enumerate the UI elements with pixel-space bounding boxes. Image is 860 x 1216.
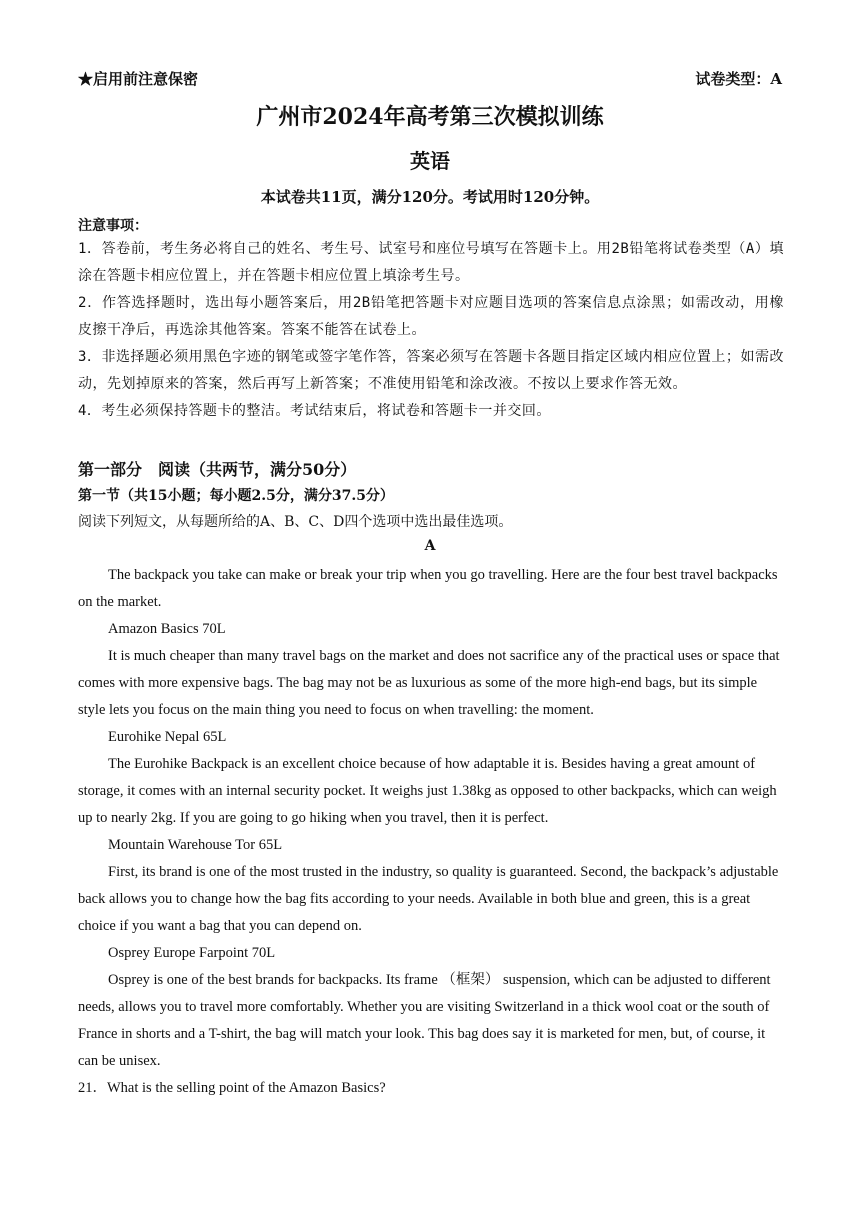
question-21: 21．What is the selling point of the Amazon Basics? [78,1080,386,1096]
exam-title: 广州市2024年高考第三次模拟训练 [256,104,604,130]
passage-body [78,562,784,1102]
paper-type: 试卷类型：A [695,70,782,88]
product-name: Mountain Warehouse Tor 65L [108,837,283,853]
passage-paragraph: The backpack you take can make or break your trip when you go travelling. Here are the four best travel backpacks on the market. [78,567,778,610]
passage-paragraph: It is much cheaper than many travel bags on the market and does not sacrifice any of the practical uses or space that comes with more expensive bags. The bag may not be as luxurious as some of the more high-end bags, but its simple style lets you focus on the main thing you need to focus on when travelling: the moment. [78,648,780,718]
confidential-notice: ★启用前注意保密 [78,70,199,88]
product-name: Osprey Europe Farpoint 70L [108,945,276,961]
subject-title: 英语 [410,149,450,173]
product-name: Amazon Basics 70L [108,621,226,637]
reading-instruction: 阅读下列短文，从每题所给的A、B、C、D四个选项中选出最佳选项。 [78,514,513,530]
passage-paragraph: First, its brand is one of the most trusted in the industry, so quality is guaranteed. Second, the backpack’s adjustable back allows you to change how the bag fits according to your needs. Available in both blue and green, this is a great choice if you want a bag that you can depend on. [78,864,779,934]
note-item: 4．考生必须保持答题卡的整洁。考试结束后，将试卷和答题卡一并交回。 [78,403,551,419]
note-item: 2．作答选择题时，选出每小题答案后，用2B铅笔把答题卡对应题目选项的答案信息点涂黑；如需改动，用橡皮擦干净后，再选涂其他答案。答案不能答在试卷上。 [78,295,784,338]
note-item: 3．非选择题必须用黑色字迹的钢笔或签字笔作答，答案必须写在答题卡各题目指定区域内相应位置上；如需改动，先划掉原来的答案，然后再写上新答案；不准使用铅笔和涂改液。不按以上要求作答无效。 [78,349,784,392]
notes-list [78,236,784,425]
exam-info: 本试卷共11页，满分120分。考试用时120分钟。 [260,188,600,206]
passage-paragraph: The Eurohike Backpack is an excellent choice because of how adaptable it is. Besides having a great amount of storage, it comes with an internal security pocket. It weighs just 1.38kg as opposed to other backpacks, which can weigh up to nearly 2kg. If you are going to go hiking when you travel, then it is perfect. [78,756,777,826]
notes-heading: 注意事项： [78,218,148,234]
note-item: 1．答卷前，考生务必将自己的姓名、考生号、试室号和座位号填写在答题卡上。用2B铅笔将试卷类型（A）填涂在答题卡相应位置上，并在答题卡相应位置上填涂考生号。 [78,241,784,284]
section1-heading: 第一节（共15小题；每小题2.5分，满分37.5分） [78,488,394,504]
product-name: Eurohike Nepal 65L [108,729,227,745]
part1-heading: 第一部分 阅读（共两节，满分50分） [78,460,357,479]
passage-label: A [424,538,436,554]
passage-paragraph: Osprey is one of the best brands for backpacks. Its frame （框架） suspension, which can be adjusted to different needs, allows you to travel more comfortably. Whether you are visiting Switzerland in a thick wool coat or the south of France in shorts and a T-shirt, the bag will match your look. This bag does say it is marketed for men, but, of course, it can be unisex. [78,972,771,1069]
